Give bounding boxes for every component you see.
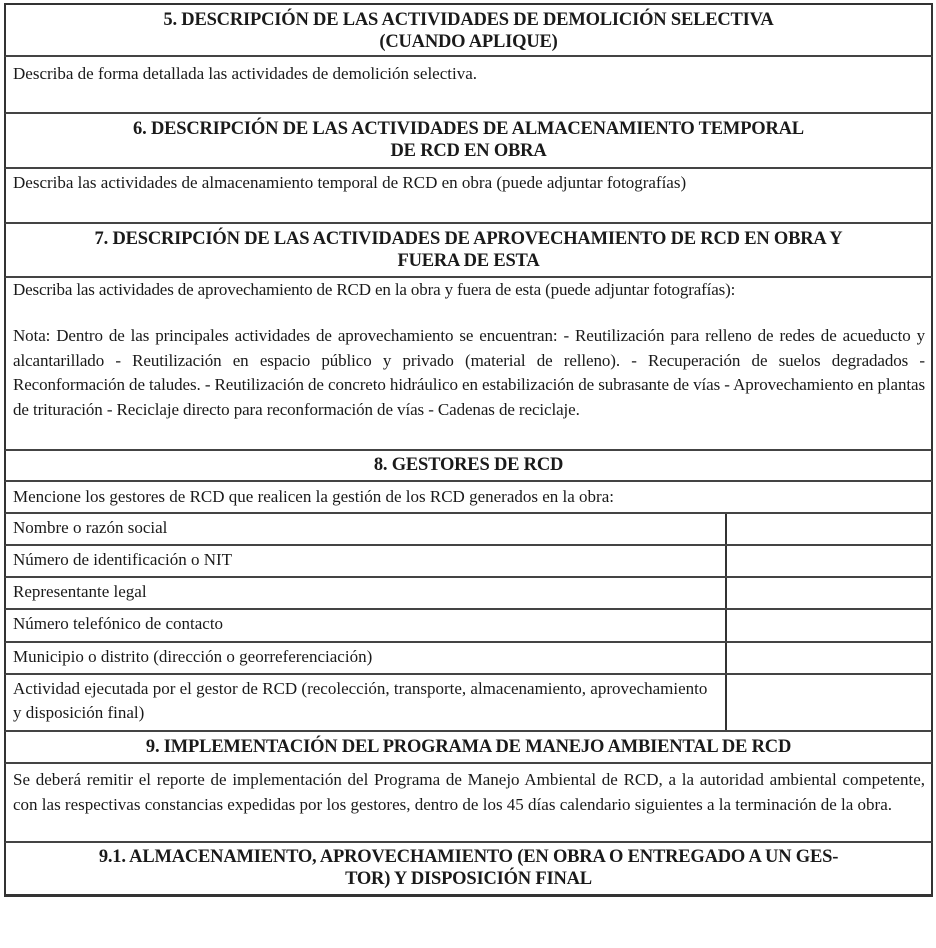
gestor-value-legal-rep[interactable] [727, 578, 931, 608]
gestor-row [4, 546, 933, 578]
section-5-header [4, 3, 933, 57]
form-document [4, 3, 933, 897]
section-6-header [4, 114, 933, 169]
gestor-label-municipality: Municipio o distrito (dirección o georreferenciación) [6, 643, 727, 673]
section-8-header [4, 451, 933, 482]
section-7-header [4, 224, 933, 278]
section-6-title-line1: 6. DESCRIPCIÓN DE LAS ACTIVIDADES DE ALMACENAMIENTO TEMPORAL [133, 119, 804, 139]
section-7-title-line2: FUERA DE ESTA [397, 251, 540, 271]
section-5-description-field[interactable] [4, 57, 933, 114]
gestor-label-activity: Actividad ejecutada por el gestor de RCD (recolección, transporte, almacenamiento, aprovechamiento y disposición final) [6, 675, 727, 730]
gestor-value-nit[interactable] [727, 546, 931, 576]
section-7-prompt: Describa las actividades de aprovechamiento de RCD en la obra y fuera de esta (puede adjuntar fotografías): [13, 280, 736, 299]
section-8-title: 8. GESTORES DE RCD [373, 455, 564, 475]
gestor-row [4, 643, 933, 675]
section-9-text-row [4, 764, 933, 843]
section-7-title-line1: 7. DESCRIPCIÓN DE LAS ACTIVIDADES DE APROVECHAMIENTO DE RCD EN OBRA Y [94, 229, 843, 249]
gestor-label-phone: Número telefónico de contacto [6, 610, 727, 641]
section-8-prompt: Mencione los gestores de RCD que realicen la gestión de los RCD generados en la obra: [13, 487, 614, 506]
section-9-1-title-line2: TOR) Y DISPOSICIÓN FINAL [345, 869, 592, 889]
gestor-label-nit: Número de identificación o NIT [6, 546, 727, 576]
section-7-description-field[interactable] [4, 278, 933, 451]
section-8-prompt-row [4, 482, 933, 514]
section-6-description-field[interactable] [4, 169, 933, 224]
section-6-title-line2: DE RCD EN OBRA [390, 141, 547, 161]
gestor-row [4, 578, 933, 610]
gestor-value-phone[interactable] [727, 610, 931, 641]
gestor-value-activity[interactable] [727, 675, 931, 730]
gestor-label-name: Nombre o razón social [6, 514, 727, 544]
section-9-1-title-line1: 9.1. ALMACENAMIENTO, APROVECHAMIENTO (EN OBRA O ENTREGADO A UN GES- [98, 847, 839, 867]
gestor-value-municipality[interactable] [727, 643, 931, 673]
gestor-row [4, 610, 933, 643]
gestor-row [4, 675, 933, 732]
section-9-title: 9. IMPLEMENTACIÓN DEL PROGRAMA DE MANEJO AMBIENTAL DE RCD [145, 737, 792, 757]
section-9-1-header [4, 843, 933, 897]
section-9-header [4, 732, 933, 764]
section-5-title-line2: (CUANDO APLIQUE) [379, 32, 558, 52]
section-9-text: Se deberá remitir el reporte de implementación del Programa de Manejo Ambiental de RCD, a la autoridad ambiental competente, con las respectivas constancias expedidas por los gestores, dentro de los 45 días calendario siguientes a la terminación de la obra. [13, 770, 925, 814]
section-5-prompt: Describa de forma detallada las actividades de demolición selectiva. [13, 64, 477, 83]
section-6-prompt: Describa las actividades de almacenamiento temporal de RCD en obra (puede adjuntar fotografías) [13, 173, 687, 192]
gestor-value-name[interactable] [727, 514, 931, 544]
gestor-row [4, 514, 933, 546]
section-7-note: Nota: Dentro de las principales actividades de aprovechamiento se encuentran: - Reutilización para relleno de redes de acueducto y alcantarillado - Reutilización en espacio público y privado (material de relleno). - Recuperación de suelos degradados - Reconformación de taludes. - Reutilización de concreto hidráulico en estabilización de subrasante de vías - Aprovechamiento en plantas de trituración - Reciclaje directo para reconformación de vías - Cadenas de reciclaje. [13, 326, 925, 419]
section-5-title-line1: 5. DESCRIPCIÓN DE LAS ACTIVIDADES DE DEMOLICIÓN SELECTIVA [163, 10, 774, 30]
gestor-label-legal-rep: Representante legal [6, 578, 727, 608]
